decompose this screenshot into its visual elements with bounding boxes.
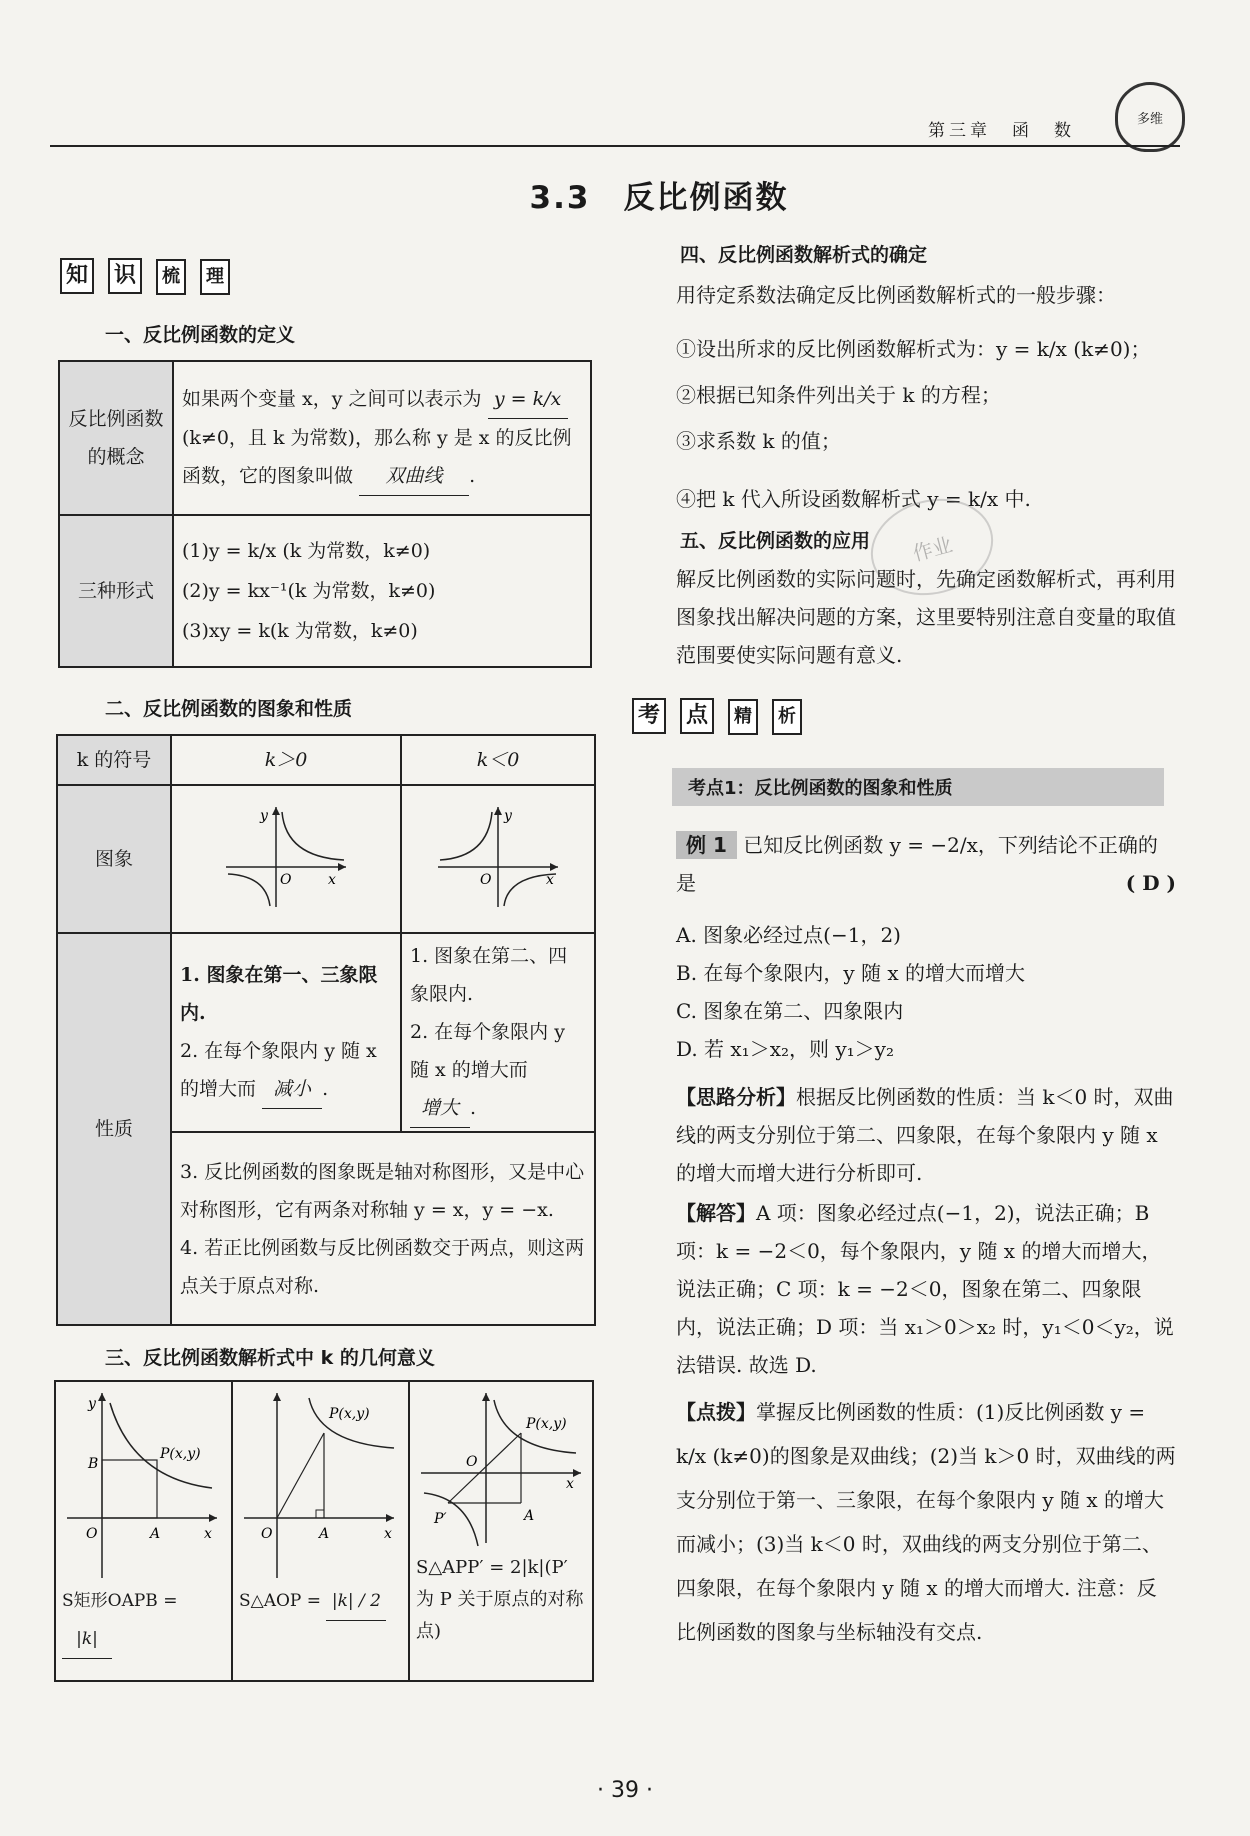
prop-k-positive: 1. 图象在第一、三象限内. 2. 在每个象限内 y 随 x 的增大而 减小 .: [171, 933, 401, 1132]
section-4-heading: 四、反比例函数解析式的确定: [680, 244, 928, 266]
svg-text:A: A: [524, 1508, 535, 1524]
example-1: 例 1 已知反比例函数 y = −2/x，下列结论不正确的是 ( D ): [676, 833, 1176, 895]
svg-text:O: O: [261, 1526, 273, 1542]
svg-text:O: O: [86, 1526, 98, 1542]
svg-text:x: x: [546, 872, 554, 888]
svg-text:y: y: [260, 808, 268, 824]
svg-text:O: O: [280, 872, 292, 888]
svg-text:O: O: [466, 1454, 478, 1470]
svg-text:y: y: [88, 1396, 96, 1412]
definition-table: 反比例函数的概念 如果两个变量 x，y 之间可以表示为 y = k/x (k≠0，且 k 为常数)，那么称 y 是 x 的反比例函数，它的图象叫做 双曲线 . 三种形式 (1)y = k/x (k 为常数，k≠0) (2)y = kx⁻¹(k 为常数，k≠0) (3)xy = k(k 为常数，k≠0): [58, 360, 592, 668]
svg-text:P′: P′: [434, 1511, 447, 1527]
graph-k-positive: [171, 785, 401, 933]
header-rule: [50, 145, 1180, 147]
head-k-neg: k＜0: [401, 735, 595, 785]
svg-text:P(x,y): P(x,y): [329, 1406, 370, 1422]
solution: 【解答】A 项：图象必经过点(−1，2)，说法正确；B 项：k = −2＜0，每个象限内，y 随 x 的增大而增大，说法正确；C 项：k = −2＜0，图象在第二、四象限内，说法正确；D 项：当 x₁＞0＞x₂ 时，y₁＜0＜y₂，说法错误. 故选 D.: [676, 1201, 1174, 1377]
svg-text:B: B: [88, 1456, 99, 1472]
three-forms: (1)y = k/x (k 为常数，k≠0) (2)y = kx⁻¹(k 为常数，k≠0) (3)xy = k(k 为常数，k≠0): [173, 515, 591, 667]
svg-text:x: x: [384, 1526, 392, 1542]
svg-text:O: O: [480, 872, 492, 888]
geo-triangle: P(x,y) O A x S△AOP = |k| / 2: [232, 1381, 409, 1681]
svg-text:A: A: [150, 1526, 161, 1542]
banner-knowledge: 知 识 梳 理: [60, 258, 230, 295]
options: A. 图象必经过点(−1，2) B. 在每个象限内，y 随 x 的增大而增大 C. 图象在第二、四象限内 D. 若 x₁＞x₂，则 y₁＞y₂: [676, 923, 1026, 1061]
analysis: 【思路分析】根据反比例函数的性质：当 k＜0 时，双曲线的两支分别位于第二、四象限，在每个象限内 y 随 x 的增大而增大进行分析即可.: [676, 1085, 1174, 1185]
stamp: 作业: [860, 486, 1004, 609]
page-number: · 39 ·: [597, 1778, 653, 1803]
section-1-heading: 一、反比例函数的定义: [105, 324, 296, 346]
banner-exam-points: 考 点 精 析: [632, 698, 802, 735]
s4-steps: ①设出所求的反比例函数解析式为：y = k/x (k≠0)； ②根据已知条件列出关于 k 的方程； ③求系数 k 的值； ④把 k 代入所设函数解析式 y = k/x 中.: [676, 337, 1151, 511]
svg-text:y: y: [504, 808, 512, 824]
key-point-1: 考点1：反比例函数的图象和性质: [672, 768, 1164, 806]
svg-text:A: A: [319, 1526, 330, 1542]
svg-text:P(x,y): P(x,y): [160, 1446, 201, 1462]
geometry-table: [54, 1380, 594, 1682]
def-blank-formula: y = k/x: [488, 380, 568, 419]
svg-text:P(x,y): P(x,y): [526, 1416, 567, 1432]
prop-common: 3. 反比例函数的图象既是轴对称图形，又是中心对称图形，它有两条对称轴 y = x，y = −x. 4. 若正比例函数与反比例函数交于两点，则这两点关于原点对称.: [171, 1132, 595, 1325]
publisher-logo: 多维: [1115, 82, 1185, 152]
graph-k-negative: [401, 785, 595, 933]
s4-intro: 用待定系数法确定反比例函数解析式的一般步骤：: [676, 283, 1116, 307]
def-row1-head: 反比例函数的概念: [59, 361, 173, 515]
page-title: 3.3 反比例函数: [529, 180, 789, 216]
properties-table: [56, 734, 596, 1326]
prop-k-negative: 1. 图象在第二、四象限内. 2. 在每个象限内 y 随 x 的增大而 增大 .: [401, 933, 595, 1132]
geo-symmetric: P(x,y) O A P′ x S△APP′ = 2|k|(P′ 为 P 关于原点的对称点): [409, 1381, 593, 1681]
chapter-header: 第三章 函 数: [928, 121, 1075, 141]
def-blank-hyperbola: 双曲线: [359, 457, 469, 496]
def-row2-head: 三种形式: [59, 515, 173, 667]
head-graph: 图象: [57, 785, 171, 933]
svg-text:x: x: [328, 872, 336, 888]
svg-text:x: x: [566, 1476, 574, 1492]
head-k-sign: k 的符号: [57, 735, 171, 785]
geo-rect: y B P(x,y) O A x S矩形OAPB = |k|: [55, 1381, 232, 1681]
section-2-heading: 二、反比例函数的图象和性质: [105, 698, 353, 720]
head-k-pos: k＞0: [171, 735, 401, 785]
head-property: 性质: [57, 933, 171, 1325]
section-5-heading: 五、反比例函数的应用: [680, 530, 871, 552]
s5-text: 解反比例函数的实际问题时，先确定函数解析式，再利用图象找出解决问题的方案，这里要特别注意自变量的取值范围要使实际问题有意义.: [676, 567, 1176, 667]
svg-text:x: x: [204, 1526, 212, 1542]
section-3-heading: 三、反比例函数解析式中 k 的几何意义: [105, 1347, 435, 1369]
tip: 【点拨】掌握反比例函数的性质：(1)反比例函数 y = k/x (k≠0)的图象是双曲线；(2)当 k＞0 时，双曲线的两支分别位于第一、三象限，在每个象限内 y 随 x 的增大而减小；(3)当 k＜0 时，双曲线的两支分别位于第二、四象限，在每个象限内 y 随 x 的增大而增大. 注意：反比例函数的图象与坐标轴没有交点.: [676, 1400, 1176, 1644]
